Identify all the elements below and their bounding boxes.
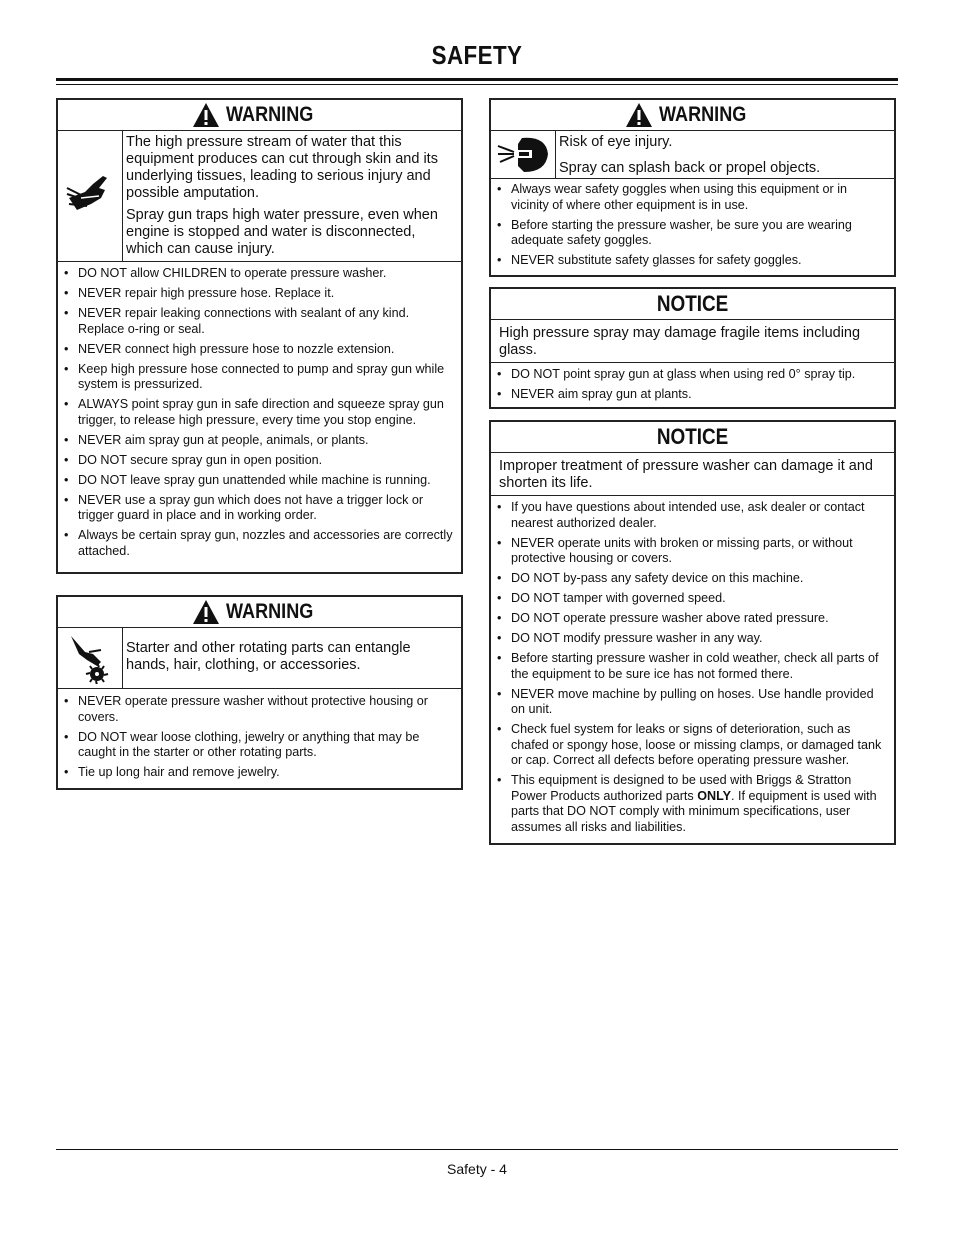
title-rule-thin xyxy=(56,84,898,85)
warning-title: WARNING xyxy=(225,600,314,623)
warning-header xyxy=(491,100,894,131)
notice-list xyxy=(491,496,894,846)
hazard-description xyxy=(556,131,894,178)
list-item: • NEVER aim spray gun at plants. xyxy=(497,387,888,403)
high-pressure-spray-hand-icon xyxy=(58,131,123,261)
list-item: • Keep high pressure hose connected to pump and spray gun while system is pressurized. xyxy=(64,362,455,393)
list-item: • NEVER connect high pressure hose to nozzle extension. xyxy=(64,342,455,358)
hazard-text: The high pressure stream of water that this equipment produces can cut through skin and its underlying tissues, leading to serious injury and possible amputation. xyxy=(126,134,438,201)
footer-rule xyxy=(56,1149,898,1150)
notice-header xyxy=(491,422,894,453)
notice-box-improper-treatment xyxy=(489,420,896,845)
list-item: • DO NOT secure spray gun in open position. xyxy=(64,453,455,469)
list-item: • NEVER repair leaking connections with sealant of any kind. Replace o-ring or seal. xyxy=(64,306,455,337)
warning-title: WARNING xyxy=(658,103,747,126)
notice-box-fragile-items xyxy=(489,287,896,409)
hazard-panel xyxy=(491,131,894,179)
warning-header xyxy=(58,100,461,131)
list-item: • NEVER use a spray gun which does not have a trigger lock or trigger guard in place and in working order. xyxy=(64,493,455,524)
list-item: • DO NOT modify pressure washer in any way. xyxy=(497,631,888,647)
list-item: • Tie up long hair and remove jewelry. xyxy=(64,765,455,781)
list-item: • NEVER aim spray gun at people, animals, or plants. xyxy=(64,433,455,449)
list-item: • NEVER operate units with broken or missing parts, or without protective housing or covers. xyxy=(497,536,888,567)
warning-header xyxy=(58,597,461,628)
list-item: • Before starting the pressure washer, be sure you are wearing adequate safety goggles. xyxy=(497,218,888,249)
list-item-text: This equipment is designed to be used with Briggs & Stratton Power Products authorized parts xyxy=(511,773,852,803)
list-item: • NEVER repair high pressure hose. Replace it. xyxy=(64,286,455,302)
notice-intro: Improper treatment of pressure washer can damage it and shorten its life. xyxy=(491,453,894,496)
warning-list xyxy=(58,689,461,791)
warning-list xyxy=(491,179,894,279)
notice-list xyxy=(491,363,894,413)
list-item: • Check fuel system for leaks or signs of deterioration, such as chafed or spongy hose, loose or missing clamps, or damaged tank or cap. Correct all defects before operating pressure washer. xyxy=(497,722,888,769)
list-item: • NEVER operate pressure washer without protective housing or covers. xyxy=(64,694,455,725)
list-item xyxy=(497,773,888,835)
list-item: • DO NOT allow CHILDREN to operate pressure washer. xyxy=(64,266,455,282)
list-item: • DO NOT tamper with governed speed. xyxy=(497,591,888,607)
hazard-text: Risk of eye injury. xyxy=(559,134,673,150)
list-item: • DO NOT operate pressure washer above rated pressure. xyxy=(497,611,888,627)
warning-title: WARNING xyxy=(225,103,314,126)
notice-header xyxy=(491,289,894,320)
hazard-text: Starter and other rotating parts can entangle hands, hair, clothing, or accessories. xyxy=(126,640,411,673)
list-item: • DO NOT leave spray gun unattended while machine is running. xyxy=(64,473,455,489)
list-item: • DO NOT by-pass any safety device on this machine. xyxy=(497,571,888,587)
warning-box-rotating-parts xyxy=(56,595,463,790)
hazard-text: Spray can splash back or propel objects. xyxy=(559,160,821,176)
notice-title: NOTICE xyxy=(656,291,729,316)
list-item-text: . If equipment is used with parts that DO NOT comply with minimum specifications, user assumes all risks and liabilities. xyxy=(511,788,877,834)
list-item: • NEVER substitute safety glasses for safety goggles. xyxy=(497,253,888,269)
list-item: • DO NOT wear loose clothing, jewelry or anything that may be caught in the starter or other rotating parts. xyxy=(64,730,455,761)
title-rule xyxy=(56,78,898,81)
list-item: • DO NOT point spray gun at glass when using red 0° spray tip. xyxy=(497,367,888,383)
hazard-panel xyxy=(58,628,461,689)
list-item: • If you have questions about intended use, ask dealer or contact nearest authorized dealer. xyxy=(497,500,888,531)
list-item: • Before starting pressure washer in cold weather, check all parts of the equipment to be sure ice has not formed there. xyxy=(497,651,888,682)
rotating-parts-entanglement-icon xyxy=(58,628,123,688)
warning-triangle-icon xyxy=(192,102,220,128)
list-item: • NEVER move machine by pulling on hoses. Use handle provided on unit. xyxy=(497,687,888,718)
page-number: Safety - 4 xyxy=(447,1161,507,1177)
warning-list xyxy=(58,262,461,570)
warning-box-eye-injury xyxy=(489,98,896,277)
notice-title: NOTICE xyxy=(656,424,729,449)
page-title: SAFETY xyxy=(431,40,523,70)
warning-triangle-icon xyxy=(192,599,220,625)
hazard-panel xyxy=(58,131,461,262)
list-item: • Always be certain spray gun, nozzles and accessories are correctly attached. xyxy=(64,528,455,559)
warning-box-high-pressure xyxy=(56,98,463,574)
hazard-description xyxy=(123,131,461,261)
hazard-description xyxy=(123,628,461,688)
notice-intro: High pressure spray may damage fragile items including glass. xyxy=(491,320,894,363)
list-item: • ALWAYS point spray gun in safe direction and squeeze spray gun trigger, to release high pressure, every time you stop engine. xyxy=(64,397,455,428)
list-item: • Always wear safety goggles when using this equipment or in vicinity of where other equipment is in use. xyxy=(497,182,888,213)
list-item-emphasis: ONLY xyxy=(697,788,732,803)
hazard-text: Spray gun traps high water pressure, even when engine is stopped and water is disconnected, which can cause injury. xyxy=(126,207,438,257)
warning-triangle-icon xyxy=(625,102,653,128)
eye-protection-goggles-icon xyxy=(491,131,556,178)
